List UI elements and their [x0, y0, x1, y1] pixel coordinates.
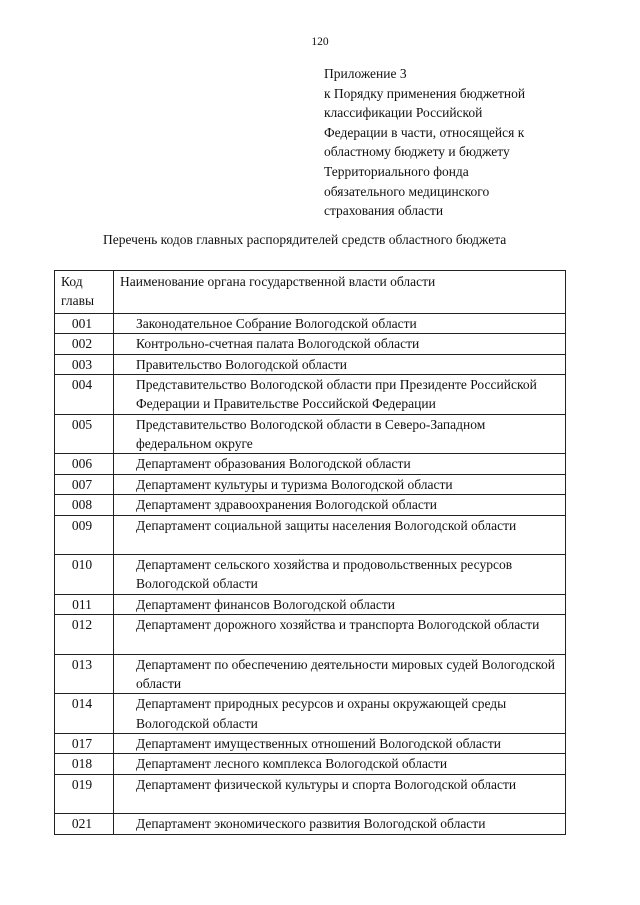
- table-row: [55, 375, 566, 415]
- row-name: Департамент экономического развития Вологодской области: [114, 814, 566, 834]
- row-name: Департамент здравоохранения Вологодской области: [114, 495, 566, 515]
- table-row: [55, 495, 566, 515]
- row-code: 011: [55, 594, 114, 614]
- row-code: 010: [55, 555, 114, 595]
- appendix-line: к Порядку применения бюджетной: [324, 85, 526, 101]
- row-name: Департамент дорожного хозяйства и транспорта Вологодской области: [114, 615, 566, 655]
- row-code: 002: [55, 334, 114, 354]
- row-code: 017: [55, 733, 114, 753]
- page-number: 120: [311, 36, 329, 48]
- table-row: [55, 654, 566, 694]
- appendix-line: классификации Российской: [324, 105, 483, 121]
- table-row: [55, 694, 566, 734]
- table-row: [55, 334, 566, 354]
- row-name: Департамент природных ресурсов и охраны окружающей среды Вологодской области: [114, 694, 566, 734]
- header-name: Наименование органа государственной власти области: [114, 271, 566, 314]
- appendix-line: Территориального фонда: [324, 163, 469, 179]
- table-row: [55, 314, 566, 334]
- table-row: [55, 594, 566, 614]
- table-row: [55, 733, 566, 753]
- row-code: 005: [55, 414, 114, 454]
- appendix-header: [324, 64, 614, 221]
- row-code: 014: [55, 694, 114, 734]
- appendix-line: Приложение 3: [324, 66, 407, 81]
- appendix-line: обязательного медицинского: [324, 183, 490, 199]
- codes-table: [54, 270, 566, 835]
- header-code-line1: Код: [61, 274, 83, 289]
- row-name: Департамент образования Вологодской области: [114, 454, 566, 474]
- row-name: Правительство Вологодской области: [114, 354, 566, 374]
- row-name: Департамент имущественных отношений Вологодской области: [114, 733, 566, 753]
- appendix-line: страхования области: [324, 203, 444, 219]
- appendix-line: Федерации в части, относящейся к: [324, 124, 525, 140]
- row-name: Представительство Вологодской области в Северо-Западном федеральном округе: [114, 414, 566, 454]
- row-code: 003: [55, 354, 114, 374]
- row-code: 012: [55, 615, 114, 655]
- row-code: 006: [55, 454, 114, 474]
- table-row: [55, 354, 566, 374]
- table-row: [55, 774, 566, 814]
- row-code: 021: [55, 814, 114, 834]
- table-row: [55, 814, 566, 834]
- row-code: 007: [55, 474, 114, 494]
- table-row: [55, 615, 566, 655]
- row-code: 018: [55, 754, 114, 774]
- row-name: Контрольно-счетная палата Вологодской области: [114, 334, 566, 354]
- table-row: [55, 474, 566, 494]
- row-code: 001: [55, 314, 114, 334]
- row-name: Департамент культуры и туризма Вологодской области: [114, 474, 566, 494]
- row-name: Законодательное Собрание Вологодской области: [114, 314, 566, 334]
- row-name: Департамент лесного комплекса Вологодской области: [114, 754, 566, 774]
- row-code: 009: [55, 515, 114, 555]
- row-name: Департамент сельского хозяйства и продовольственных ресурсов Вологодской области: [114, 555, 566, 595]
- table-row: [55, 454, 566, 474]
- appendix-line: областному бюджету и бюджету: [324, 144, 510, 160]
- row-code: 019: [55, 774, 114, 814]
- row-code: 008: [55, 495, 114, 515]
- row-code: 013: [55, 654, 114, 694]
- table-row: [55, 515, 566, 555]
- header-code-line2: главы: [61, 293, 95, 309]
- list-title: Перечень кодов главных распорядителей средств областного бюджета: [103, 232, 507, 247]
- row-name: Департамент по обеспечению деятельности мировых судей Вологодской области: [114, 654, 566, 694]
- table-row: [55, 555, 566, 595]
- row-name: Департамент физической культуры и спорта Вологодской области: [114, 774, 566, 814]
- row-name: Представительство Вологодской области при Президенте Российской Федерации и Правительстве Российской Федерации: [114, 375, 566, 415]
- row-code: 004: [55, 375, 114, 415]
- table-header-row: [55, 271, 566, 314]
- row-name: Департамент финансов Вологодской области: [114, 594, 566, 614]
- row-name: Департамент социальной защиты населения Вологодской области: [114, 515, 566, 555]
- table-row: [55, 414, 566, 454]
- header-code: [55, 271, 114, 314]
- table-row: [55, 754, 566, 774]
